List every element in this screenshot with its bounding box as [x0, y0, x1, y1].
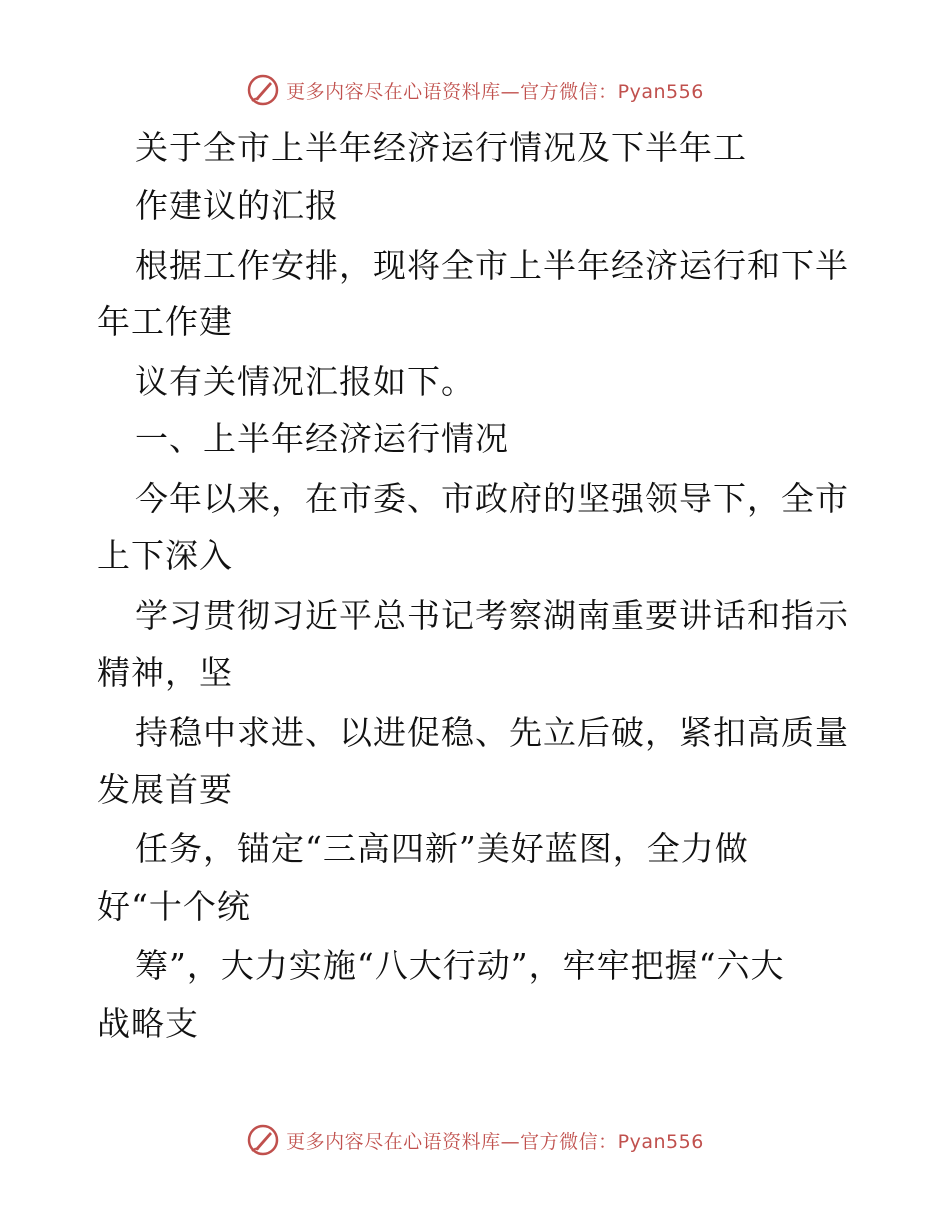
doc-title-line-1: 关于全市上半年经济运行情况及下半年工	[135, 128, 747, 167]
watermark-bottom	[0, 1120, 950, 1160]
doc-title-line-2: 作建议的汇报	[135, 186, 339, 225]
doc-paragraph-line: 议有关情况汇报如下。	[135, 362, 475, 401]
watermark-text: 更多内容尽在心语资料库—官方微信：Pyan556	[286, 1130, 704, 1153]
doc-paragraph-line: 好“十个统	[97, 887, 251, 926]
doc-section-heading: 一、上半年经济运行情况	[135, 419, 509, 458]
doc-paragraph-line: 战略支	[97, 1004, 199, 1043]
doc-paragraph-line: 任务，锚定“三高四新”美好蓝图，全力做	[135, 829, 749, 868]
doc-paragraph-line: 今年以来，在市委、市政府的坚强领导下，全市	[135, 479, 849, 518]
doc-paragraph-line: 上下深入	[97, 536, 233, 575]
doc-paragraph-line: 学习贯彻习近平总书记考察湖南重要讲话和指示	[135, 596, 849, 635]
doc-paragraph-line: 持稳中求进、以进促稳、先立后破，紧扣高质量	[135, 713, 849, 752]
doc-paragraph-line: 根据工作安排，现将全市上半年经济运行和下半	[135, 246, 849, 285]
doc-paragraph-line: 筹”，大力实施“八大行动”，牢牢把握“六大	[135, 946, 785, 985]
watermark-text: 更多内容尽在心语资料库—官方微信：Pyan556	[286, 80, 704, 103]
quill-logo-icon	[246, 1123, 280, 1157]
doc-paragraph-line: 精神，坚	[97, 653, 233, 692]
doc-paragraph-line: 年工作建	[97, 302, 233, 341]
doc-paragraph-line: 发展首要	[97, 770, 233, 809]
